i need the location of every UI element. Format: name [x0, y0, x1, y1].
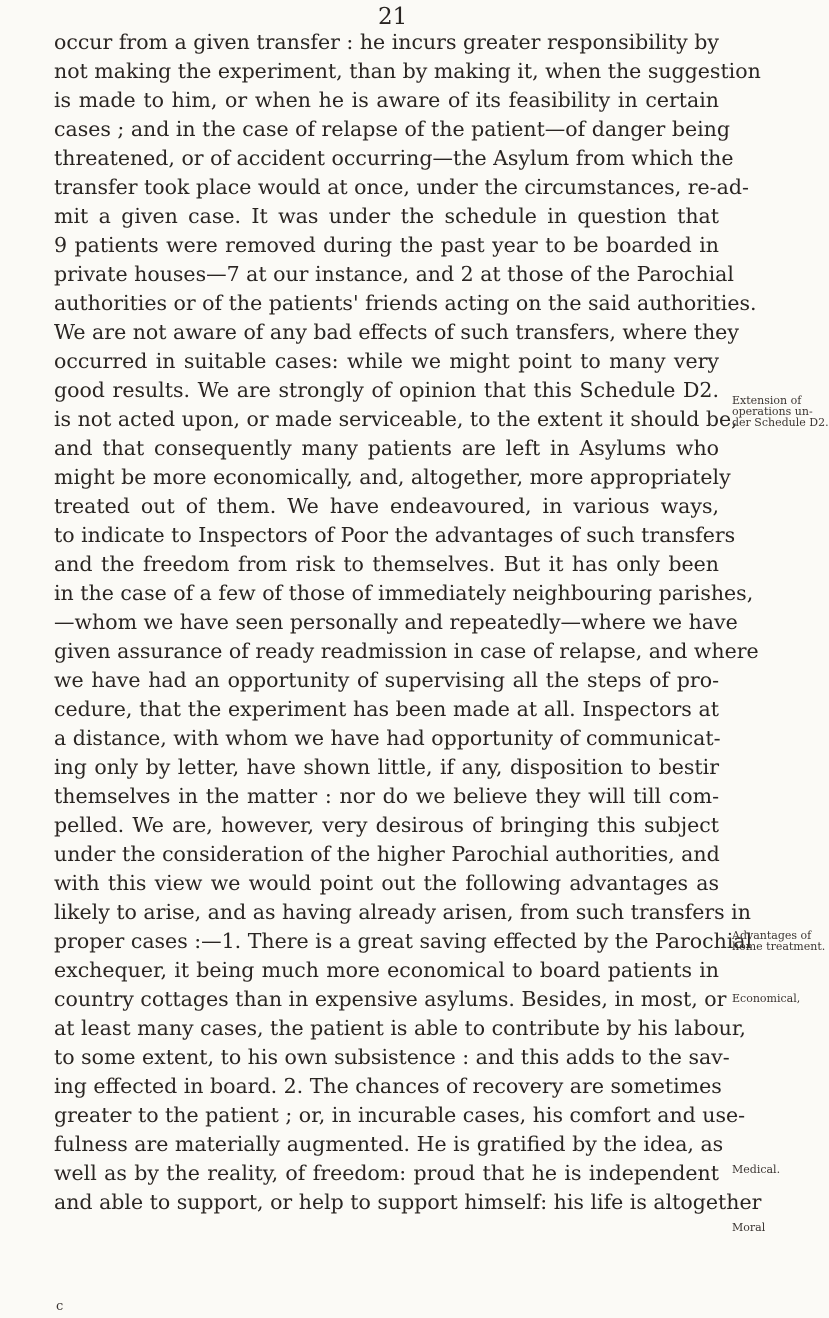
text-line: under the consideration of the higher Parochial authorities, and — [54, 842, 720, 866]
text-line: good results. We are strongly of opinion that this Schedule D2. — [54, 378, 719, 402]
sidenote-line: operations un- — [732, 405, 813, 418]
signature-mark: c — [56, 1299, 64, 1314]
text-line: themselves in the matter : nor do we believe they will till com- — [54, 784, 719, 808]
text-line: occur from a given transfer : he incurs greater responsibility by — [54, 30, 719, 54]
text-line: occurred in suitable cases: while we might point to many very — [54, 349, 719, 373]
text-line: to some extent, to his own subsistence : and this adds to the sav- — [54, 1045, 730, 1069]
text-line: cedure, that the experiment has been made at all. Inspectors at — [54, 697, 719, 721]
text-line: given assurance of ready readmission in case of relapse, and where — [54, 639, 759, 663]
text-line: a distance, with whom we have had opportunity of communicat- — [54, 726, 721, 750]
sidenote-moral — [732, 1222, 798, 1233]
text-line: country cottages than in expensive asylums. Besides, in most, or — [54, 987, 727, 1011]
text-line: ing only by letter, have shown little, if any, disposition to bestir — [54, 755, 719, 779]
text-line: 9 patients were removed during the past year to be boarded in — [54, 233, 719, 257]
text-line: —whom we have seen personally and repeatedly—where we have — [54, 610, 738, 634]
sidenote-line: der Schedule D2. — [732, 416, 829, 429]
text-line: private houses—7 at our instance, and 2 at those of the Parochial — [54, 262, 734, 286]
text-line: and able to support, or help to support himself: his life is altogether — [54, 1190, 762, 1214]
sidenote-line: Moral — [732, 1221, 766, 1234]
text-line: not making the experiment, than by making it, when the suggestion — [54, 59, 761, 83]
text-line: greater to the patient ; or, in incurable cases, his comfort and use- — [54, 1103, 746, 1127]
text-line: treated out of them. We have endeavoured, in various ways, — [54, 494, 719, 518]
sidenote-line: Economical, — [732, 992, 801, 1005]
text-line: authorities or of the patients' friends acting on the said authorities. — [54, 291, 757, 315]
text-line: transfer took place would at once, under the circumstances, re-ad- — [54, 175, 749, 199]
text-line: with this view we would point out the following advantages as — [54, 871, 719, 895]
text-line: mit a given case. It was under the schedule in question that — [54, 204, 719, 228]
text-line: ing effected in board. 2. The chances of recovery are sometimes — [54, 1074, 722, 1098]
text-line: might be more economically, and, altogether, more appropriately — [54, 465, 731, 489]
text-line: at least many cases, the patient is able to contribute by his labour, — [54, 1016, 746, 1040]
sidenote-line: home treatment. — [732, 940, 826, 953]
sidenote-medical — [732, 1164, 798, 1175]
text-line: well as by the reality, of freedom: proud that he is independent — [54, 1161, 719, 1185]
text-line: cases ; and in the case of relapse of the patient—of danger being — [54, 117, 731, 141]
text-line: We are not aware of any bad effects of such transfers, where they — [54, 320, 739, 344]
text-line: to indicate to Inspectors of Poor the advantages of such transfers — [54, 523, 736, 547]
text-line: is not acted upon, or made serviceable, to the extent it should be, — [54, 407, 738, 431]
text-line: fulness are materially augmented. He is gratified by the idea, as — [54, 1132, 724, 1156]
text-line: pelled. We are, however, very desirous of bringing this subject — [54, 813, 719, 837]
page-number: 21 — [378, 4, 408, 30]
sidenote-line: Extension of — [732, 394, 802, 407]
text-line: and that consequently many patients are left in Asylums who — [54, 436, 719, 460]
sidenote-extension — [732, 394, 829, 429]
sidenote-advantages — [732, 929, 826, 953]
sidenote-line: Medical. — [732, 1163, 781, 1176]
text-line: likely to arise, and as having already arisen, from such transfers in — [54, 900, 751, 924]
sidenote-line: Advantages of — [732, 929, 812, 942]
text-line: is made to him, or when he is aware of its feasibility in certain — [54, 88, 719, 112]
text-line: threatened, or of accident occurring—the Asylum from which the — [54, 146, 734, 170]
text-line: proper cases :—1. There is a great saving effected by the Parochial — [54, 929, 753, 953]
text-line: and the freedom from risk to themselves. But it has only been — [54, 552, 719, 576]
text-line: exchequer, it being much more economical to board patients in — [54, 958, 719, 982]
text-line: we have had an opportunity of supervising all the steps of pro- — [54, 668, 719, 692]
sidenote-economical — [732, 992, 801, 1005]
text-line: in the case of a few of those of immediately neighbouring parishes, — [54, 581, 754, 605]
